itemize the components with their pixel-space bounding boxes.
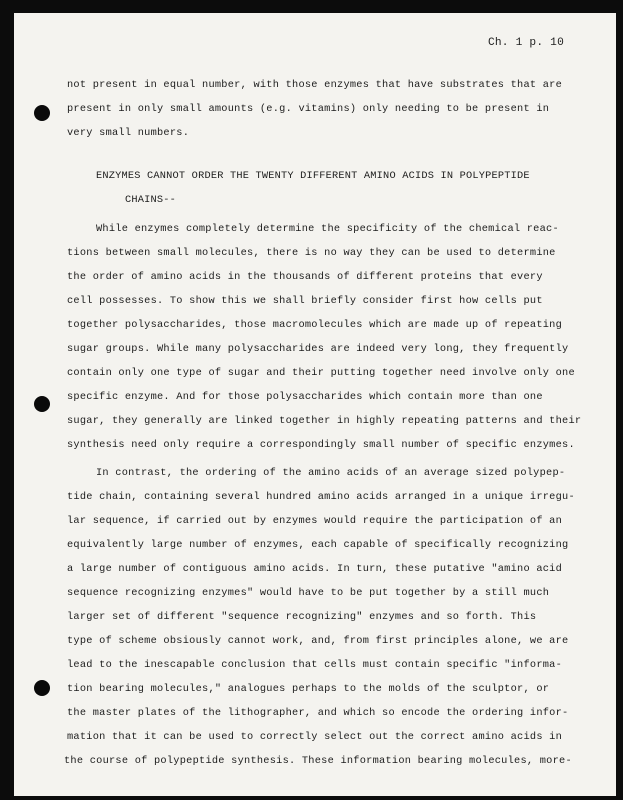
text-line: equivalently large number of enzymes, each capable of specifically recognizing [67, 539, 569, 551]
text-line: the course of polypeptide synthesis. These information bearing molecules, more- [64, 755, 572, 767]
text-line: tions between small molecules, there is no way they can be used to determine [67, 247, 556, 259]
text-line: a large number of contiguous amino acids. In turn, these putative "amino acid [67, 563, 563, 575]
text-line: In contrast, the ordering of the amino acids of an average sized polypep- [96, 467, 566, 479]
text-line: tion bearing molecules," analogues perhaps to the molds of the sculptor, or [67, 683, 550, 695]
text-line: mation that it can be used to correctly select out the correct amino acids in [67, 731, 563, 743]
punch-hole-middle [34, 396, 50, 412]
text-line: While enzymes completely determine the specificity of the chemical reac- [96, 223, 559, 235]
text-line: sugar, they generally are linked together in highly repeating patterns and their [67, 415, 582, 427]
document-page [14, 13, 616, 796]
text-line: the order of amino acids in the thousands of different proteins that every [67, 271, 543, 283]
text-line: contain only one type of sugar and their putting together need involve only one [67, 367, 575, 379]
punch-hole-top [34, 105, 50, 121]
text-line: very small numbers. [67, 127, 190, 139]
text-line: lead to the inescapable conclusion that cells must contain specific "informa- [67, 659, 563, 671]
text-line: cell possesses. To show this we shall briefly consider first how cells put [67, 295, 543, 307]
text-line: synthesis need only require a correspondingly small number of specific enzymes. [67, 439, 575, 451]
section-heading: CHAINS-- [125, 194, 177, 206]
text-line: not present in equal number, with those enzymes that have substrates that are [67, 79, 563, 91]
section-heading: ENZYMES CANNOT ORDER THE TWENTY DIFFERENT AMINO ACIDS IN POLYPEPTIDE [96, 170, 530, 182]
text-line: together polysaccharides, those macromolecules which are made up of repeating [67, 319, 563, 331]
text-line: lar sequence, if carried out by enzymes would require the participation of an [67, 515, 563, 527]
text-line: sequence recognizing enzymes" would have to be put together by a still much [67, 587, 550, 599]
text-line: tide chain, containing several hundred amino acids arranged in a unique irregu- [67, 491, 575, 503]
text-line: the master plates of the lithographer, and which so encode the ordering infor- [67, 707, 569, 719]
text-line: present in only small amounts (e.g. vitamins) only needing to be present in [67, 103, 550, 115]
text-line: sugar groups. While many polysaccharides are indeed very long, they frequently [67, 343, 569, 355]
page-number-header: Ch. 1 p. 10 [487, 37, 564, 49]
text-line: specific enzyme. And for those polysaccharides which contain more than one [67, 391, 543, 403]
punch-hole-bottom [34, 680, 50, 696]
text-line: type of scheme obsiously cannot work, and, from first principles alone, we are [67, 635, 569, 647]
text-line: larger set of different "sequence recognizing" enzymes and so forth. This [67, 611, 537, 623]
